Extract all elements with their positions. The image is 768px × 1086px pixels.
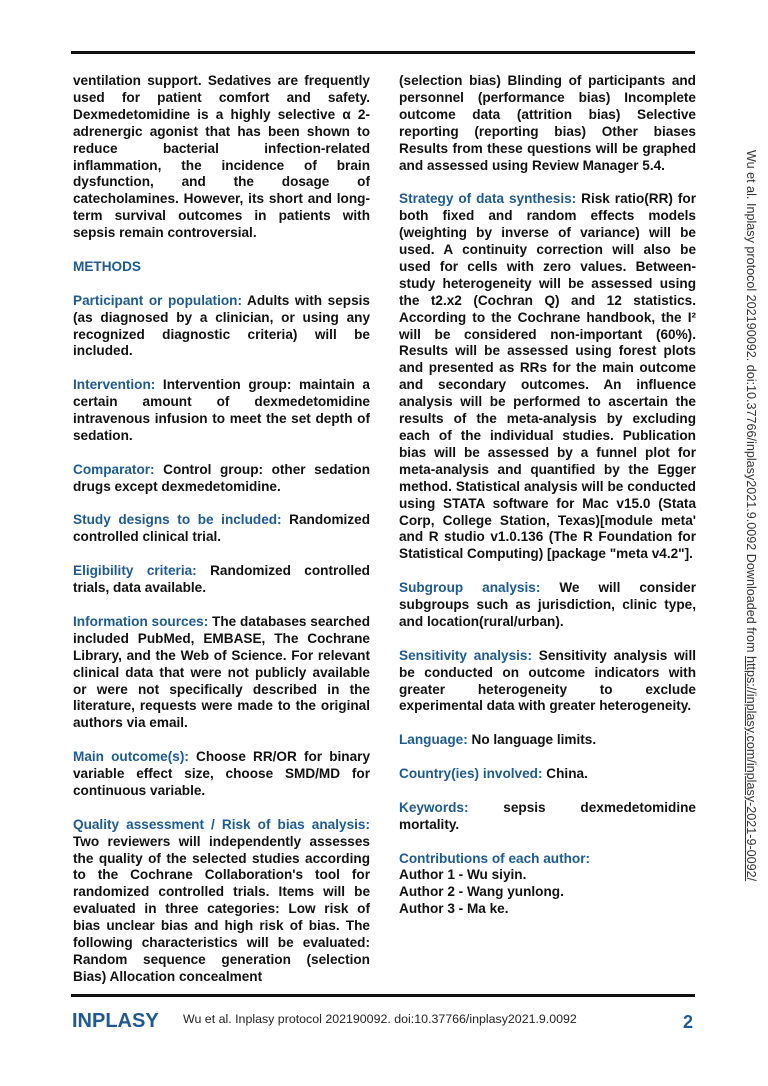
section-text: We will consider subgroups such as jurisdiction, clinic type, and location(rural/urban). bbox=[399, 580, 696, 629]
section-label: Language: bbox=[399, 732, 468, 748]
section-text: The databases searched included PubMed, EMBASE, The Cochrane Library, and the Web of Science. For relevant clinical data that were not publicly available or were not specifically described in the literature, requests were made to the original authors via email. bbox=[73, 613, 370, 731]
section-text: Randomized controlled trials, data available. bbox=[73, 563, 370, 596]
footer-citation: Wu et al. Inplasy protocol 202190092. doi:10.37766/inplasy2021.9.0092 bbox=[183, 1012, 577, 1026]
section-label: Information sources: bbox=[73, 613, 209, 629]
section-label: Comparator: bbox=[73, 461, 155, 477]
section-main-outcomes bbox=[73, 749, 370, 800]
section-language bbox=[399, 732, 696, 749]
sidebar-citation: Wu et al. Inplasy protocol 202190092. doi:10.37766/inplasy2021.9.0092 Downloaded from bbox=[744, 150, 758, 656]
section-label: Strategy of data synthesis: bbox=[399, 191, 577, 207]
section-text: Risk ratio(RR) for both fixed and random effects models (weighting by inverse of variance) will be used. A continuity correction will also be used for cells with zero values. Between-study heterogeneity will be assessed using the t2.x2 (Cochran Q) and 12 statistics. According to the Cochrane handbook, the I² will be considered non-important (60%). Results will be assessed using forest plots and presented as RRs for the main outcome and secondary outcomes. An influence analysis will be performed to ascertain the results of the meta-analysis by excluding each of the individual studies. Publication bias will be assessed by a funnel plot for meta-analysis and quantified by the Egger method. Statistical analysis will be conducted using STATA software for Mac v15.0 (Stata Corp, College Station, Texas)[module meta' and R studio v1.0.136 (The R Foundation for Statistical Computing) [package "meta v4.2"]. bbox=[399, 191, 696, 562]
section-data-synthesis bbox=[399, 191, 696, 563]
section-text: sepsis dexmedetomidine mortality. bbox=[399, 799, 696, 832]
section-label: Quality assessment / Risk of bias analysis: bbox=[73, 816, 370, 832]
section-participant bbox=[73, 293, 370, 361]
section-quality-assessment bbox=[73, 817, 370, 986]
section-eligibility bbox=[73, 563, 370, 597]
section-text: Sensitivity analysis will be conducted on outcome indicators with greater heterogeneity to exclude experimental data with greater heterogeneity. bbox=[399, 647, 696, 714]
footer-rule bbox=[71, 994, 695, 997]
section-sensitivity-analysis bbox=[399, 648, 696, 716]
author-line: Author 3 - Ma ke. bbox=[399, 901, 509, 917]
section-text: Two reviewers will independently assesses the quality of the selected studies according to the Cochrane Collaboration's tool for randomized controlled trials. Items will be evaluated in three categories: Low risk of bias unclear bias and high risk of bias. The following characteristics will be evaluated: Random sequence generation (selection Bias) Allocation concealment bbox=[73, 833, 370, 984]
contributions-heading: Contributions of each author: bbox=[399, 850, 591, 866]
intro-paragraph: ventilation support. Sedatives are frequently used for patient comfort and safety. Dexmedetomidine is a highly selective α 2-adrenergic agonist that has been shown to reduce bacterial infection-related inflammation, the incidence of brain dysfunction, and the dosage of catecholamines. However, its short and long-term survival outcomes in patients with sepsis remain controversial. bbox=[73, 73, 370, 241]
section-text: China. bbox=[542, 766, 588, 782]
footer-brand-logo: INPLASY bbox=[72, 1010, 159, 1032]
section-contributions bbox=[399, 851, 696, 919]
right-column bbox=[399, 73, 696, 918]
author-line: Author 1 - Wu siyin. bbox=[399, 867, 527, 883]
left-column bbox=[73, 73, 370, 1003]
section-intervention bbox=[73, 377, 370, 445]
section-label: Sensitivity analysis: bbox=[399, 647, 532, 663]
section-label: Main outcome(s): bbox=[73, 749, 189, 765]
section-text: Intervention group: maintain a certain amount of dexmedetomidine intravenous infusion to meet the set depth of sedation. bbox=[73, 377, 370, 443]
section-label: Subgroup analysis: bbox=[399, 580, 541, 596]
author-line: Author 2 - Wang yunlong. bbox=[399, 884, 564, 900]
section-text: Adults with sepsis (as diagnosed by a clinician, or using any recognized diagnostic criteria) will be included. bbox=[73, 292, 370, 359]
section-label: Participant or population: bbox=[73, 292, 242, 308]
header-rule bbox=[71, 51, 695, 54]
section-label: Intervention: bbox=[73, 377, 156, 393]
section-comparator bbox=[73, 462, 370, 496]
section-information-sources bbox=[73, 614, 370, 732]
section-text: Choose RR/OR for binary variable effect size, choose SMD/MD for continuous variable. bbox=[73, 749, 370, 798]
continuation-paragraph: (selection bias) Blinding of participants and personnel (performance bias) Incomplete outcome data (attrition bias) Selective reporting (reporting bias) Other biases Results from these questions will be graphed and assessed using Review Manager 5.4. bbox=[399, 73, 696, 173]
section-label: Keywords: bbox=[399, 799, 469, 815]
section-subgroup-analysis bbox=[399, 580, 696, 631]
section-label: Country(ies) involved: bbox=[399, 766, 543, 782]
page-number: 2 bbox=[683, 1012, 694, 1032]
download-link[interactable]: https://inplasy.com/inplasy-2021-9-0092/ bbox=[744, 655, 758, 882]
methods-heading: METHODS bbox=[73, 258, 141, 274]
section-text: Randomized controlled clinical trial. bbox=[73, 512, 370, 545]
section-keywords bbox=[399, 800, 696, 834]
section-label: Eligibility criteria: bbox=[73, 563, 197, 579]
section-study-designs bbox=[73, 512, 370, 546]
section-countries bbox=[399, 766, 696, 783]
section-label: Study designs to be included: bbox=[73, 512, 282, 528]
section-text: No language limits. bbox=[467, 732, 597, 748]
section-text: Control group: other sedation drugs except dexmedetomidine. bbox=[73, 461, 370, 494]
